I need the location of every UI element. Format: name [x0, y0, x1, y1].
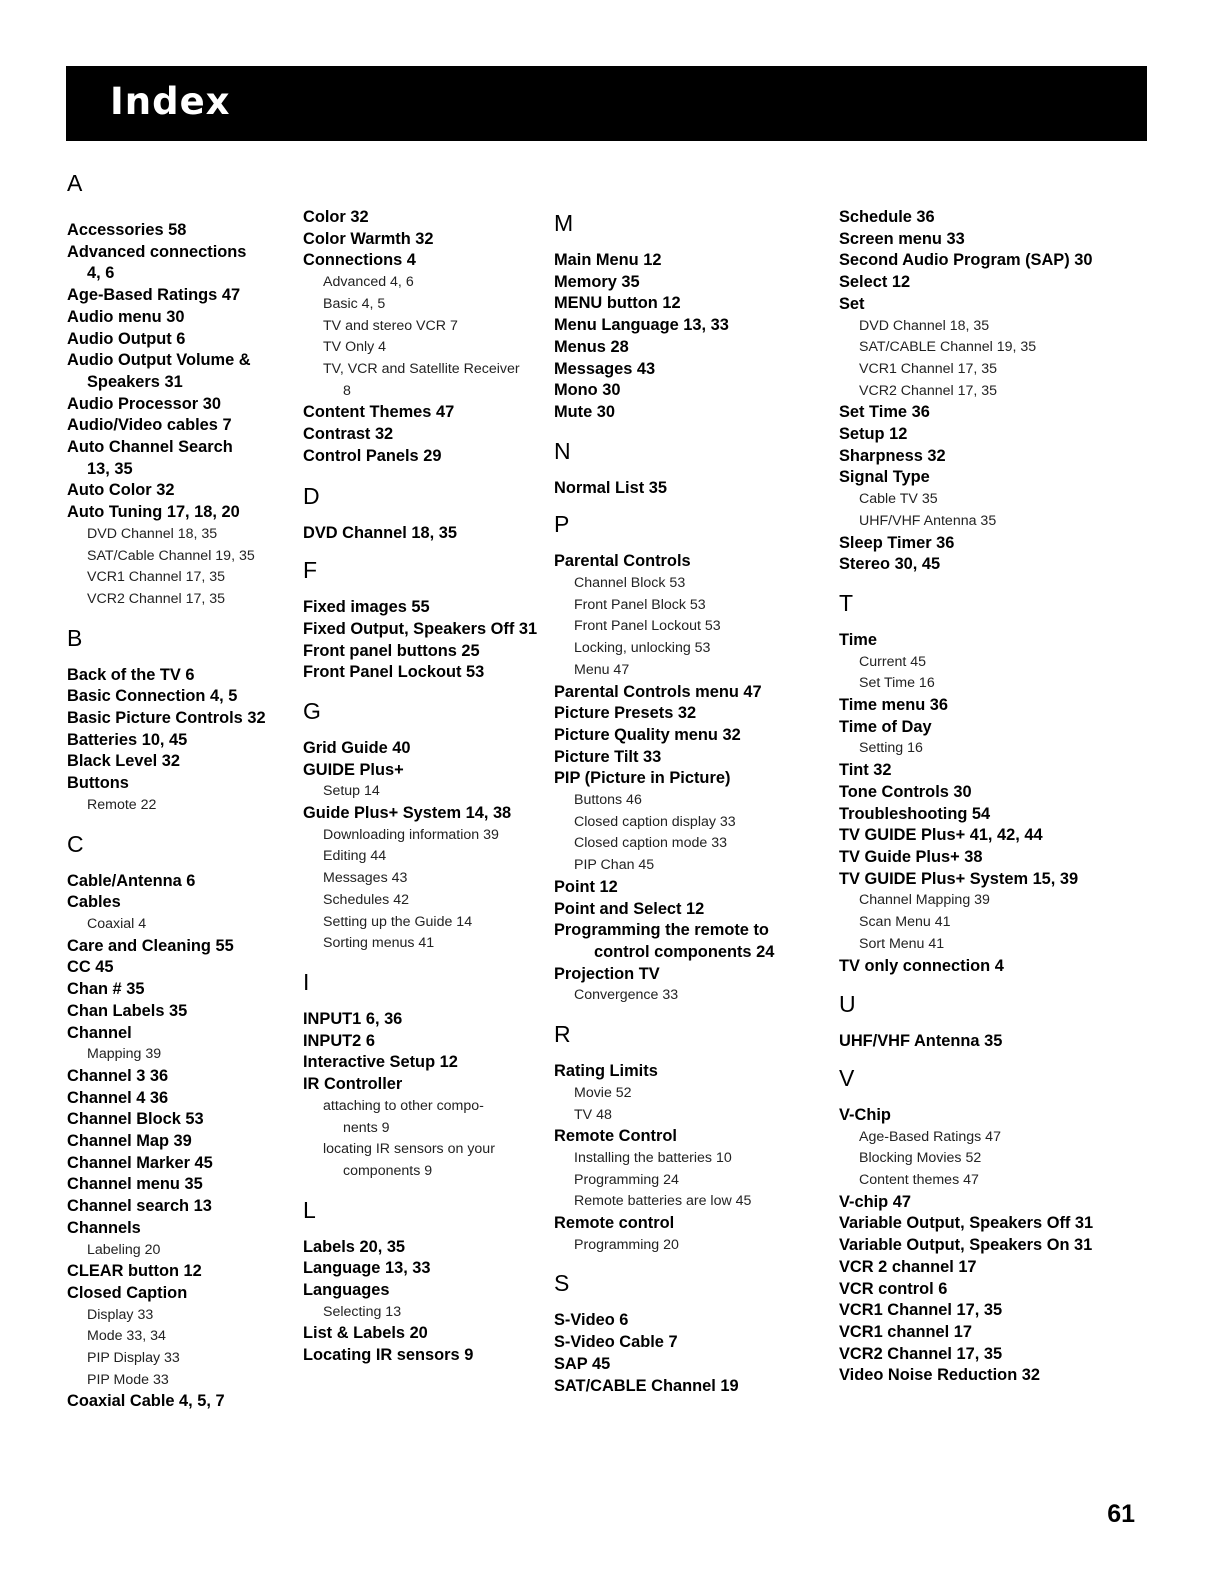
index-entry: S-Video 6 — [554, 1311, 629, 1330]
index-subentry: Blocking Movies 52 — [859, 1150, 982, 1167]
index-entry: Select 12 — [839, 273, 911, 292]
index-subentry: Mapping 39 — [87, 1046, 162, 1063]
index-entry: Color Warmth 32 — [303, 229, 434, 248]
index-subentry: VCR2 Channel 17, 35 — [87, 590, 226, 607]
index-entry: Parental Controls menu 47 — [554, 682, 762, 701]
section-letter-a: A — [67, 170, 83, 196]
index-entry: Set Time 36 — [839, 403, 930, 422]
index-subentry: Advanced 4, 6 — [323, 274, 414, 291]
index-subentry: Age-Based Ratings 47 — [859, 1128, 1001, 1145]
index-subentry: VCR1 Channel 17, 35 — [859, 360, 998, 377]
index-subentry: Sorting menus 41 — [323, 935, 435, 952]
index-entry: Menu Language 13, 33 — [554, 316, 729, 335]
index-entry: Second Audio Program (SAP) 30 — [839, 251, 1093, 270]
index-entry: TV only connection 4 — [839, 956, 1004, 975]
index-entry: MENU button 12 — [554, 294, 681, 313]
index-entry: Guide Plus+ System 14, 38 — [303, 804, 512, 823]
index-subentry: VCR1 Channel 17, 35 — [87, 569, 226, 586]
index-subentry: DVD Channel 18, 35 — [87, 525, 218, 542]
index-subentry: Selecting 13 — [323, 1303, 402, 1320]
index-subentry: Content themes 47 — [859, 1172, 979, 1189]
index-entry: INPUT1 6, 36 — [303, 1009, 403, 1028]
section-letter-s: S — [554, 1270, 570, 1297]
index-entry: Main Menu 12 — [554, 251, 662, 269]
index-entry: PIP (Picture in Picture) — [554, 769, 731, 788]
index-entry: Point and Select 12 — [554, 899, 705, 918]
index-subentry: Messages 43 — [323, 870, 408, 887]
index-entry: S-Video Cable 7 — [554, 1333, 678, 1352]
index-entry: Basic Connection 4, 5 — [67, 687, 238, 706]
index-entry-continuation: control components 24 — [594, 942, 775, 961]
index-entry: Content Themes 47 — [303, 403, 455, 422]
index-subentry: Installing the batteries 10 — [574, 1149, 732, 1166]
section-letter-f: F — [303, 557, 318, 584]
section-letter-i: I — [303, 968, 310, 995]
index-subentry: PIP Display 33 — [87, 1350, 180, 1367]
index-subentry: Front Panel Block 53 — [574, 596, 706, 613]
page-title: Index — [110, 80, 231, 123]
index-subentry: Coaxial 4 — [87, 915, 147, 932]
index-entry: Time menu 36 — [839, 696, 949, 715]
index-subentry: Sort Menu 41 — [859, 935, 945, 952]
index-entry: Channel Map 39 — [67, 1132, 192, 1151]
index-entry: SAP 45 — [554, 1354, 611, 1373]
index-entry: TV GUIDE Plus+ 41, 42, 44 — [839, 826, 1043, 845]
index-subentry: Set Time 16 — [859, 675, 935, 692]
index-header-banner — [66, 66, 1147, 141]
section-letter-r: R — [554, 1021, 571, 1048]
index-entry: Channel 3 36 — [67, 1066, 169, 1085]
index-entry: Audio Processor 30 — [67, 394, 221, 413]
index-entry: Setup 12 — [839, 425, 908, 444]
index-subentry: Scan Menu 41 — [859, 914, 951, 931]
index-entry: VCR2 Channel 17, 35 — [839, 1344, 1003, 1363]
index-entry: Front Panel Lockout 53 — [303, 663, 485, 682]
index-entry: Time — [839, 630, 877, 649]
index-entry: Accessories 58 — [67, 221, 187, 239]
section-letter-v: V — [839, 1064, 855, 1091]
index-entry: Messages 43 — [554, 359, 656, 378]
index-entry: List & Labels 20 — [303, 1324, 428, 1343]
index-entry: Grid Guide 40 — [303, 738, 411, 757]
index-entry: Stereo 30, 45 — [839, 555, 941, 574]
index-entry: UHF/VHF Antenna 35 — [839, 1032, 1003, 1051]
index-entry-continuation: 4, 6 — [87, 264, 115, 283]
index-entry: Auto Tuning 17, 18, 20 — [67, 503, 240, 522]
index-entry: Set — [839, 294, 865, 313]
index-entry: Channel search 13 — [67, 1197, 212, 1216]
index-subentry: TV Only 4 — [323, 339, 387, 356]
index-subentry: Closed caption mode 33 — [574, 835, 728, 852]
index-subentry: Movie 52 — [574, 1084, 632, 1101]
index-entry: Back of the TV 6 — [67, 665, 195, 684]
index-entry: Picture Quality menu 32 — [554, 725, 741, 744]
index-subentry-continuation: nents 9 — [343, 1119, 390, 1136]
index-entry: Contrast 32 — [303, 425, 394, 444]
index-entry: Troubleshooting 54 — [839, 804, 991, 823]
index-subentry-continuation: 8 — [343, 382, 351, 399]
index-entry: IR Controller — [303, 1075, 403, 1094]
index-subentry: Schedules 42 — [323, 891, 409, 908]
index-subentry: Editing 44 — [323, 848, 387, 865]
index-entry: V-chip 47 — [839, 1192, 911, 1211]
section-letter-b: B — [67, 624, 83, 651]
section-letter-u: U — [839, 991, 856, 1018]
index-entry: VCR1 Channel 17, 35 — [839, 1301, 1003, 1320]
index-entry: Front panel buttons 25 — [303, 641, 480, 660]
index-entry: Auto Channel Search — [67, 438, 233, 457]
index-subentry: DVD Channel 18, 35 — [859, 317, 990, 334]
index-entry: Channel Marker 45 — [67, 1153, 213, 1172]
index-column-4 — [839, 207, 1139, 1387]
index-subentry: attaching to other compo- — [323, 1097, 484, 1114]
index-entry: Tone Controls 30 — [839, 782, 972, 801]
index-entry: Rating Limits — [554, 1062, 658, 1081]
index-entry: Picture Tilt 33 — [554, 747, 662, 766]
index-entry: Variable Output, Speakers On 31 — [839, 1236, 1093, 1255]
index-entry: Fixed images 55 — [303, 598, 430, 617]
index-subentry: TV 48 — [574, 1106, 612, 1123]
index-column-1 — [67, 168, 337, 1413]
index-subentry: Channel Mapping 39 — [859, 892, 990, 909]
index-entry: SAT/CABLE Channel 19 — [554, 1376, 739, 1395]
index-entry: Black Level 32 — [67, 752, 180, 771]
index-entry: Languages — [303, 1281, 390, 1300]
index-entry: Language 13, 33 — [303, 1259, 431, 1278]
index-entry: VCR1 channel 17 — [839, 1322, 972, 1341]
section-letter-l: L — [303, 1196, 316, 1223]
index-entry: Cable/Antenna 6 — [67, 871, 196, 890]
index-entry: Advanced connections — [67, 242, 247, 261]
index-entry: Closed Caption — [67, 1283, 188, 1302]
index-subentry: Remote batteries are low 45 — [574, 1193, 752, 1210]
index-entry: DVD Channel 18, 35 — [303, 524, 457, 543]
index-entry: TV Guide Plus+ 38 — [839, 847, 983, 866]
index-subentry: Buttons 46 — [574, 792, 642, 809]
index-subentry: TV, VCR and Satellite Receiver — [323, 360, 520, 377]
page-number: 61 — [1107, 1500, 1135, 1528]
index-subentry: Setup 14 — [323, 783, 380, 800]
index-subentry: Current 45 — [859, 653, 927, 670]
index-entry: Fixed Output, Speakers Off 31 — [303, 619, 538, 638]
section-letter-d: D — [303, 483, 320, 510]
index-subentry: UHF/VHF Antenna 35 — [859, 512, 997, 529]
index-entry: Connections 4 — [303, 251, 416, 270]
index-entry: Basic Picture Controls 32 — [67, 709, 266, 728]
section-letter-n: N — [554, 437, 571, 464]
index-entry: Mute 30 — [554, 402, 616, 421]
index-entry: Color 32 — [303, 208, 369, 226]
index-entry: Age-Based Ratings 47 — [67, 286, 241, 305]
index-entry: Signal Type — [839, 468, 930, 487]
section-letter-p: P — [554, 511, 570, 538]
index-entry: Interactive Setup 12 — [303, 1053, 458, 1072]
index-entry: TV GUIDE Plus+ System 15, 39 — [839, 869, 1079, 888]
index-entry: Sharpness 32 — [839, 446, 946, 465]
section-letter-m: M — [554, 210, 574, 236]
index-entry: Chan Labels 35 — [67, 1001, 188, 1020]
index-entry: VCR 2 channel 17 — [839, 1257, 977, 1276]
index-entry: CLEAR button 12 — [67, 1262, 202, 1281]
section-letter-t: T — [839, 589, 854, 616]
index-entry: Control Panels 29 — [303, 446, 442, 465]
index-subentry: Basic 4, 5 — [323, 295, 386, 312]
section-letter-c: C — [67, 830, 84, 857]
index-entry: Channel — [67, 1023, 132, 1042]
index-entry: Mono 30 — [554, 381, 621, 400]
index-subentry: Downloading information 39 — [323, 826, 499, 843]
index-entry: Remote Control — [554, 1127, 677, 1146]
index-entry: Channel menu 35 — [67, 1175, 203, 1194]
index-subentry: locating IR sensors on your — [323, 1141, 495, 1158]
index-entry-continuation: Speakers 31 — [87, 372, 183, 391]
index-entry: Video Noise Reduction 32 — [839, 1366, 1040, 1385]
index-entry: INPUT2 6 — [303, 1031, 375, 1050]
index-column-3 — [554, 208, 824, 1397]
index-entry: Normal List 35 — [554, 478, 667, 497]
index-entry: CC 45 — [67, 958, 114, 977]
index-subentry: Remote 22 — [87, 796, 157, 813]
index-entry: Schedule 36 — [839, 208, 935, 226]
index-entry: Parental Controls — [554, 552, 691, 571]
section-letter-g: G — [303, 697, 321, 724]
index-entry: Picture Presets 32 — [554, 704, 697, 723]
index-subentry: Convergence 33 — [574, 987, 679, 1004]
index-entry: Audio Output 6 — [67, 329, 186, 348]
index-entry: Audio/Video cables 7 — [67, 416, 232, 435]
index-entry: Channel 4 36 — [67, 1088, 169, 1107]
index-entry: Memory 35 — [554, 272, 640, 291]
index-subentry: Programming 24 — [574, 1171, 679, 1188]
index-entry: Locating IR sensors 9 — [303, 1346, 474, 1365]
index-subentry: Programming 20 — [574, 1236, 679, 1253]
index-entry: Time of Day — [839, 717, 932, 736]
index-entry: Batteries 10, 45 — [67, 730, 188, 749]
index-entry: Audio menu 30 — [67, 307, 185, 326]
index-entry: V-Chip — [839, 1105, 891, 1124]
index-entry: Auto Color 32 — [67, 481, 175, 500]
index-entry: VCR control 6 — [839, 1279, 948, 1298]
index-subentry: Cable TV 35 — [859, 491, 938, 508]
index-subentry: Labeling 20 — [87, 1241, 161, 1258]
index-subentry: Display 33 — [87, 1306, 154, 1323]
index-entry: Programming the remote to — [554, 921, 769, 940]
index-entry: Cables — [67, 893, 121, 912]
index-subentry: Setting up the Guide 14 — [323, 913, 473, 930]
index-entry: Channel Block 53 — [67, 1110, 204, 1129]
index-entry: Point 12 — [554, 877, 618, 896]
index-entry: Sleep Timer 36 — [839, 533, 955, 552]
index-entry: Chan # 35 — [67, 980, 145, 999]
index-subentry: Locking, unlocking 53 — [574, 640, 711, 657]
index-entry: Screen menu 33 — [839, 229, 965, 248]
index-entry: Menus 28 — [554, 337, 629, 356]
index-entry: Audio Output Volume & — [67, 351, 251, 370]
index-subentry: VCR2 Channel 17, 35 — [859, 382, 998, 399]
index-entry: Buttons — [67, 774, 129, 793]
index-entry: Care and Cleaning 55 — [67, 936, 234, 955]
index-subentry: SAT/Cable Channel 19, 35 — [87, 547, 255, 564]
index-subentry: PIP Mode 33 — [87, 1371, 169, 1388]
index-subentry: Setting 16 — [859, 740, 923, 757]
index-subentry: Channel Block 53 — [574, 575, 686, 592]
index-entry-continuation: 13, 35 — [87, 459, 133, 478]
index-subentry: Closed caption display 33 — [574, 813, 736, 830]
index-column-2 — [303, 207, 573, 1367]
index-entry: Remote control — [554, 1214, 675, 1233]
index-entry: Coaxial Cable 4, 5, 7 — [67, 1392, 225, 1411]
index-entry: Labels 20, 35 — [303, 1237, 406, 1256]
index-subentry: PIP Chan 45 — [574, 857, 655, 874]
index-entry: Tint 32 — [839, 761, 892, 780]
index-entry: GUIDE Plus+ — [303, 760, 404, 779]
index-entry: Projection TV — [554, 964, 660, 983]
index-subentry: SAT/CABLE Channel 19, 35 — [859, 339, 1037, 356]
index-subentry: Mode 33, 34 — [87, 1328, 166, 1345]
index-entry: Channels — [67, 1218, 141, 1237]
index-entry: Variable Output, Speakers Off 31 — [839, 1214, 1094, 1233]
index-subentry-continuation: components 9 — [343, 1162, 433, 1179]
index-subentry: TV and stereo VCR 7 — [323, 317, 458, 334]
index-subentry: Menu 47 — [574, 661, 630, 678]
index-subentry: Front Panel Lockout 53 — [574, 618, 721, 635]
